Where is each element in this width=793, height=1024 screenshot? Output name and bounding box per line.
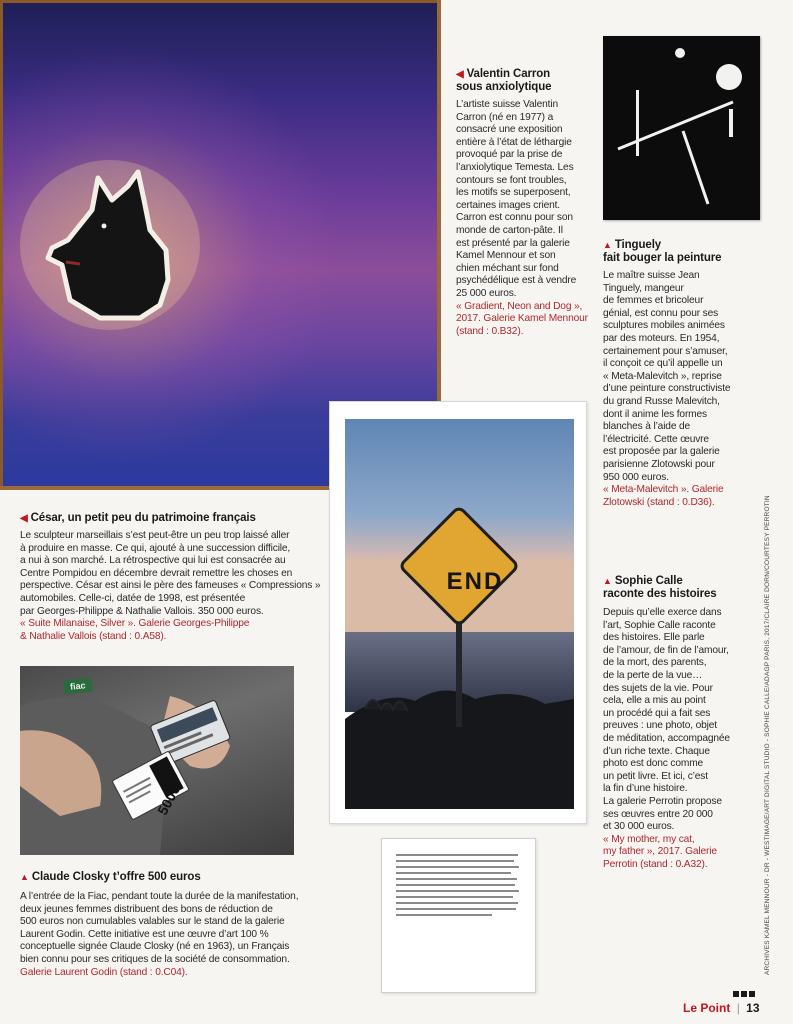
cesar-heading-text: César, un petit peu du patrimoine français	[30, 512, 256, 524]
carron-body-line: provoqué par la prise de	[456, 149, 563, 161]
calle-credit-line: Perrotin (stand : 0.A32).	[603, 858, 708, 870]
up-triangle-icon: ▲	[20, 872, 29, 882]
tinguely-body-line: l’électricité. Cette œuvre	[603, 433, 709, 445]
cesar-credit-line: « Suite Milanaise, Silver ». Galerie Georges-Philippe	[20, 618, 250, 630]
closky-body-line: A l’entrée de la Fiac, pendant toute la durée de la manifestation,	[20, 891, 299, 902]
up-triangle-icon: ▲	[603, 240, 612, 250]
cesar-heading	[20, 512, 320, 525]
tinguely-heading-line2: fait bouger la peinture	[603, 252, 722, 264]
cesar-body-line: automobiles. Celle-ci, datée de 1998, est présentée	[20, 592, 246, 604]
carron-body-line: les motifs se superposent,	[456, 187, 571, 199]
tinguely-body-line: de femmes et bricoleur	[603, 295, 704, 307]
tinguely-body-line: génial, est connu pour ses	[603, 307, 719, 319]
tinguely-body-line: par des moteurs. En 1954,	[603, 332, 720, 344]
closky-heading-text: Claude Closky t’offre 500 euros	[31, 871, 201, 883]
closky-heading	[20, 871, 320, 884]
calle-heading	[603, 575, 763, 601]
calle-body-line: des histoires. Elle parle	[603, 632, 705, 644]
up-triangle-icon: ▲	[603, 576, 612, 586]
calle-body-line: l’art, Sophie Calle raconte	[603, 619, 716, 631]
closky-body-line: Laurent Godin. Cette initiative est une œuvre d’art 100 %	[20, 928, 269, 940]
carron-body-line: Carron (né en 1977) a	[456, 111, 554, 123]
page-number: 13	[746, 1001, 760, 1015]
calle-photo-frame	[329, 401, 587, 824]
squares-icon	[733, 984, 755, 1002]
calle-heading-line2: raconte des histoires	[603, 588, 717, 600]
calle-text-artwork	[381, 838, 536, 993]
cesar-body-line: a nui à son marché. La rétrospective qui lui est consacrée au	[20, 555, 286, 567]
photo-credits	[764, 495, 776, 975]
tinguely-body-line: est proposée par la galerie	[603, 446, 720, 458]
carron-credit-line: « Gradient, Neon and Dog »,	[456, 300, 583, 312]
footer-divider: |	[736, 1001, 740, 1015]
carron-body-line: Kamel Mennour et son	[456, 250, 556, 262]
tinguely-body-line: 950 000 euros.	[603, 471, 669, 483]
left-triangle-icon: ◀	[20, 513, 28, 524]
carron-body-line: est présenté par la galerie	[456, 237, 570, 249]
meta-malevitch-icon	[603, 36, 760, 220]
carron-body-line: psychédélique est à vendre	[456, 275, 577, 287]
carron-body-line: consacré une exposition	[456, 124, 563, 136]
tinguely-credit-line: Zlotowski (stand : 0.D36).	[603, 496, 715, 508]
cesar-credit-line: & Nathalie Vallois (stand : 0.A58).	[20, 630, 167, 642]
left-triangle-icon: ◀	[456, 69, 464, 80]
calle-body-line: et 30 000 euros.	[603, 821, 675, 833]
magazine-name: Le Point	[683, 1001, 731, 1015]
cesar-body-line: perspective. César est ainsi le père des fameuses « Compressions »	[20, 580, 321, 592]
calle-heading-line1: Sophie Calle	[614, 575, 683, 587]
tinguely-body-line: dont il anime les formes	[603, 408, 707, 420]
cesar-body-line: à produire en masse. Ce qui, ajouté à une succession difficile,	[20, 542, 291, 554]
tinguely-body-line: certainement pour s’amuser,	[603, 345, 728, 357]
calle-body-line: Depuis qu’elle exerce dans	[603, 607, 722, 618]
calle-body-line: ses œuvres entre 20 000	[603, 808, 713, 820]
calle-body-line: de méditation, accompagnée	[603, 732, 730, 744]
cesar-body	[20, 530, 320, 643]
tinguely-artwork-image	[603, 36, 760, 220]
closky-body-line: conceptuelle signée Claude Closky (né en 1963), un Français	[20, 941, 290, 953]
calle-body-line: de l’amour, de fin de l’amour,	[603, 644, 729, 656]
carron-credit-line: (stand : 0.B32).	[456, 325, 524, 337]
carron-body-line: monde de carton-pâte. Il	[456, 224, 563, 236]
tinguely-body-line: Le maître suisse Jean	[603, 270, 700, 281]
tinguely-body-line: il conçoit ce qu’il appelle un	[603, 358, 723, 370]
tinguely-heading	[603, 239, 763, 265]
tinguely-heading-line1: Tinguely	[614, 239, 662, 251]
cesar-body-line: Centre Pompidou en décembre devrait remettre les choses en	[20, 567, 293, 579]
calle-body-line: d’un riche texte. Chaque	[603, 745, 710, 757]
calle-body-line: la fin d’une histoire.	[603, 783, 688, 795]
tinguely-body-line: du grand Russe Malevitch,	[603, 395, 720, 407]
carron-body-line: Carron est connu pour son	[456, 212, 573, 224]
closky-credit-line: Galerie Laurent Godin (stand : 0.C04).	[20, 966, 188, 978]
carron-body-line: entière à l’état de léthargie	[456, 136, 572, 148]
carron-heading	[456, 68, 596, 94]
calle-body-line: un procédé qui a fait ses	[603, 707, 711, 719]
end-sign-text: END	[446, 568, 504, 595]
carron-body-line: 25 000 euros.	[456, 287, 517, 299]
cesar-body-line: Le sculpteur marseillais s’est peut-être un peu trop laissé aller	[20, 530, 290, 541]
calle-body-line: cela, elle a mis au point	[603, 695, 706, 707]
calle-body	[603, 607, 761, 871]
calle-credit-line: « My mother, my cat,	[603, 833, 695, 845]
calle-body-line: des sujets de la vie. Pour	[603, 682, 713, 694]
carron-body-line: L’artiste suisse Valentin	[456, 99, 558, 110]
carron-body-line: certaines images crient.	[456, 199, 560, 211]
calle-body-line: photo est donc comme	[603, 758, 704, 770]
tinguely-body	[603, 270, 761, 509]
closky-body-line: bien connu pour ses critiques de la société de consommation.	[20, 953, 290, 965]
carron-heading-line2: sous anxiolytique	[456, 81, 552, 93]
calle-body-line: de la mort, des parents,	[603, 657, 707, 669]
calle-body-line: La galerie Perrotin propose	[603, 795, 722, 807]
tinguely-body-line: parisienne Zlotowski pour	[603, 458, 715, 470]
calle-credit-line: my father », 2017. Galerie	[603, 846, 717, 858]
closky-body-line: deux jeunes femmes distribuent des bons de réduction de	[20, 903, 273, 915]
carron-body-line: l’anxiolytique Temesta. Les	[456, 161, 574, 173]
cesar-body-line: par Georges-Philippe & Nathalie Vallois. 350 000 euros.	[20, 605, 264, 617]
carron-body	[456, 99, 596, 338]
tinguely-body-line: sculptures mobiles animées	[603, 320, 725, 332]
closky-body-line: 500 euros non cumulables valables sur le stand de la galerie	[20, 916, 285, 928]
closky-body	[20, 891, 320, 979]
calle-body-line: de la perte de la vue…	[603, 669, 703, 681]
coupon-hands-photo	[20, 666, 294, 855]
carron-body-line: contours se font troubles,	[456, 174, 567, 186]
carron-heading-line1: Valentin Carron	[466, 68, 551, 80]
tinguely-body-line: d’une peinture constructiviste	[603, 383, 731, 395]
carron-credit-line: 2017. Galerie Kamel Mennour	[456, 313, 588, 325]
text-artwork-lines	[396, 854, 521, 920]
page-footer	[683, 1001, 760, 1015]
end-sign-photo	[345, 419, 574, 809]
carron-body-line: chien méchant sur fond	[456, 262, 559, 274]
tinguely-credit-line: « Meta-Malevitch ». Galerie	[603, 484, 724, 496]
tinguely-body-line: « Meta-Malevitch », reprise	[603, 370, 722, 382]
tinguely-body-line: Tinguely, mangeur	[603, 282, 684, 294]
closky-photo	[20, 666, 294, 855]
fiac-badge: fiac	[63, 678, 92, 695]
calle-body-line: un petit livre. Et ici, c’est	[603, 770, 708, 782]
coupon-amount: 500€	[154, 782, 183, 818]
photo-credits-text: ARCHIVES KAMEL MENNOUR - DR - WESTIMAGE/ART DIGITAL STUDIO - SOPHIE CALLE/ADAGP PARIS, 2017/CLAIRE DORN/COURTESY PERROTIN	[764, 495, 771, 975]
calle-body-line: preuves : une photo, objet	[603, 720, 717, 732]
tinguely-body-line: blanches à l’aide de	[603, 421, 691, 433]
